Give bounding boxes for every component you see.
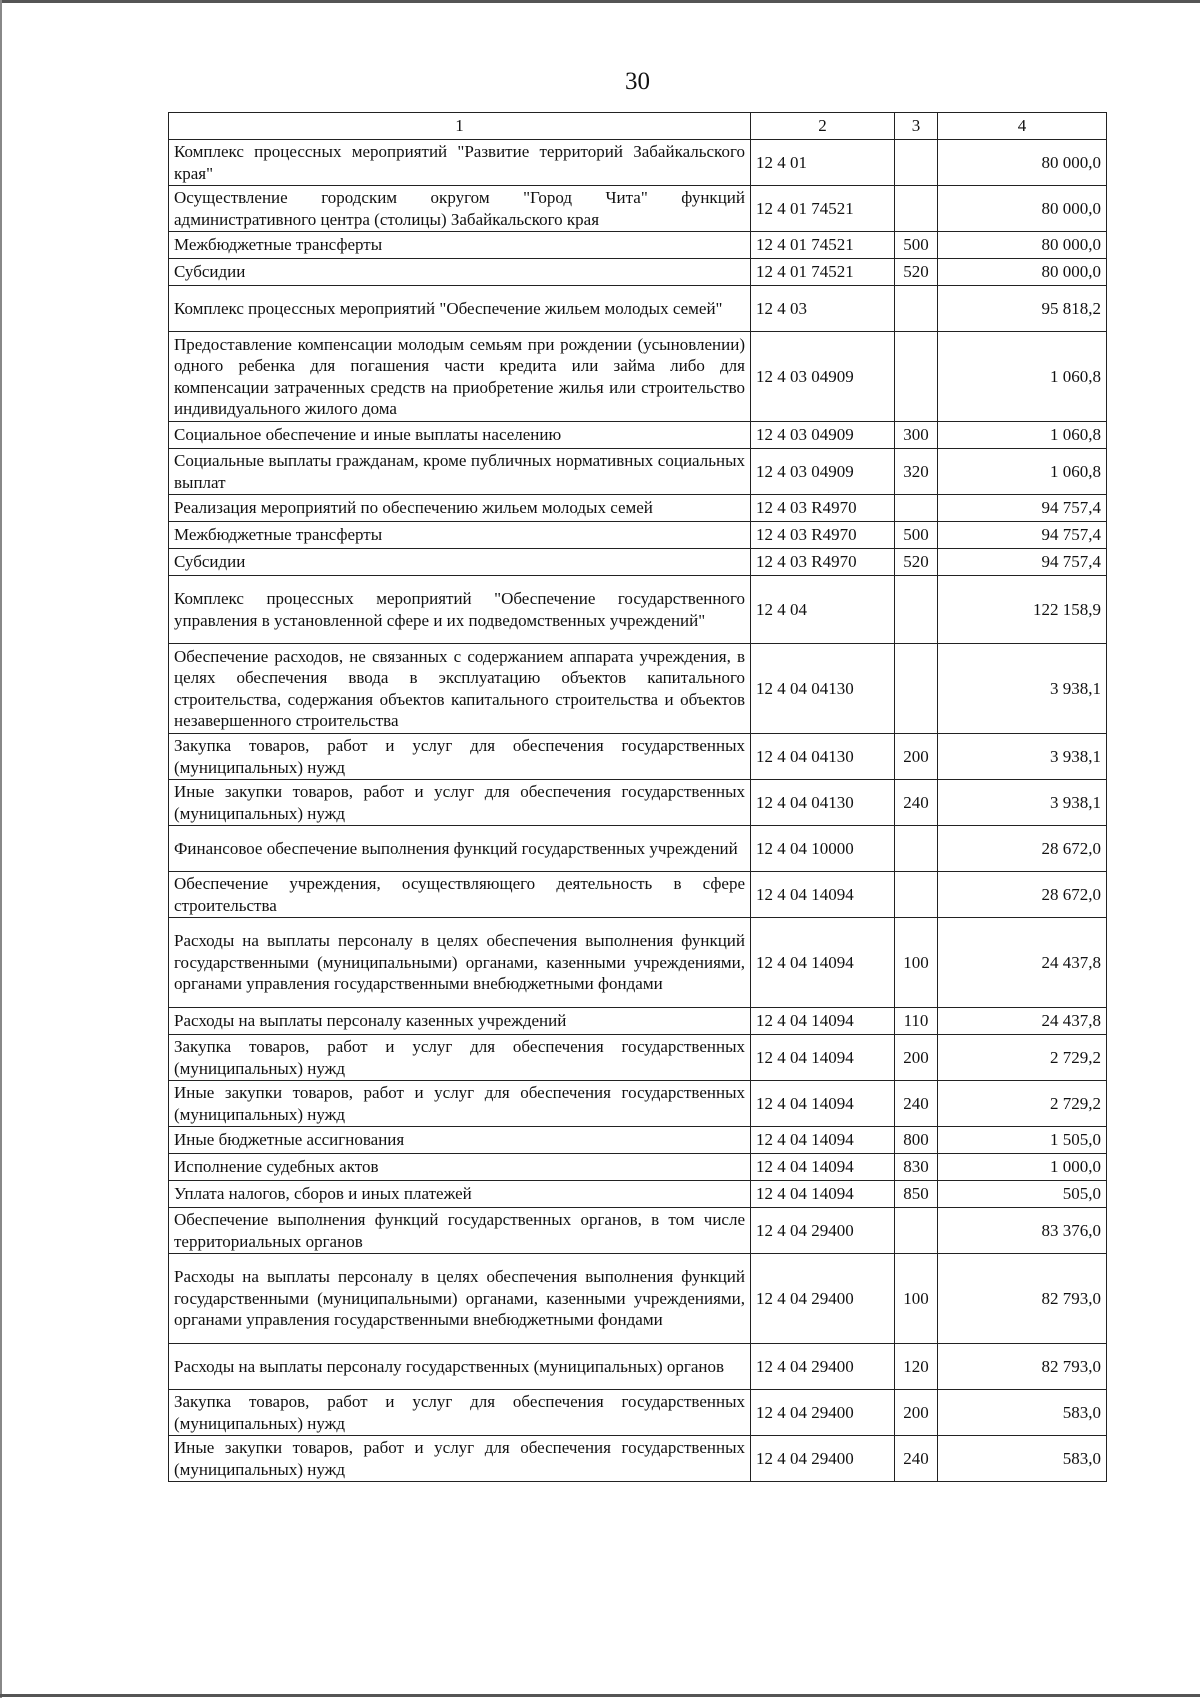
- row-expense-type: 200: [895, 734, 938, 780]
- row-name: Обеспечение расходов, не связанных с содержанием аппарата учреждения, в целях обеспечения ввода в эксплуатацию объектов капитального строительства, содержания объектов капитального строительства и объектов незавершенного строительства: [169, 644, 751, 734]
- row-name: Иные бюджетные ассигнования: [169, 1127, 751, 1154]
- row-amount: 24 437,8: [938, 918, 1107, 1008]
- table-row: [169, 1390, 1107, 1436]
- table-row: [169, 1081, 1107, 1127]
- row-amount: 80 000,0: [938, 140, 1107, 186]
- row-expense-type: 520: [895, 549, 938, 576]
- row-expense-type: 200: [895, 1390, 938, 1436]
- row-code: 12 4 04: [751, 576, 895, 644]
- table-row: [169, 259, 1107, 286]
- row-name: Иные закупки товаров, работ и услуг для обеспечения государственных (муниципальных) нужд: [169, 1081, 751, 1127]
- header-col-2: 2: [751, 113, 895, 140]
- header-col-4: 4: [938, 113, 1107, 140]
- table-row: [169, 495, 1107, 522]
- row-code: 12 4 03 04909: [751, 449, 895, 495]
- table-row: [169, 1127, 1107, 1154]
- row-amount: 80 000,0: [938, 232, 1107, 259]
- row-code: 12 4 03 04909: [751, 332, 895, 422]
- row-code: 12 4 03 R4970: [751, 549, 895, 576]
- row-expense-type: [895, 644, 938, 734]
- row-name: Предоставление компенсации молодым семьям при рождении (усыновлении) одного ребенка для погашения части кредита или займа либо для компенсации затраченных средств на приобретение жилья или строительство индивидуального жилого дома: [169, 332, 751, 422]
- row-name: Реализация мероприятий по обеспечению жильем молодых семей: [169, 495, 751, 522]
- table-row: [169, 918, 1107, 1008]
- row-expense-type: 800: [895, 1127, 938, 1154]
- table-row: [169, 1008, 1107, 1035]
- row-amount: 83 376,0: [938, 1208, 1107, 1254]
- row-amount: 28 672,0: [938, 826, 1107, 872]
- table-row: [169, 1035, 1107, 1081]
- budget-table: [168, 112, 1107, 1482]
- row-expense-type: 500: [895, 232, 938, 259]
- row-amount: 2 729,2: [938, 1035, 1107, 1081]
- row-name: Межбюджетные трансферты: [169, 522, 751, 549]
- row-code: 12 4 04 14094: [751, 1035, 895, 1081]
- row-code: 12 4 04 14094: [751, 1081, 895, 1127]
- row-name: Социальные выплаты гражданам, кроме публичных нормативных социальных выплат: [169, 449, 751, 495]
- row-amount: 95 818,2: [938, 286, 1107, 332]
- row-name: Расходы на выплаты персоналу государственных (муниципальных) органов: [169, 1344, 751, 1390]
- row-amount: 28 672,0: [938, 872, 1107, 918]
- row-amount: 94 757,4: [938, 549, 1107, 576]
- row-expense-type: 200: [895, 1035, 938, 1081]
- row-expense-type: [895, 286, 938, 332]
- table-row: [169, 1154, 1107, 1181]
- table-row: [169, 826, 1107, 872]
- table-row: [169, 576, 1107, 644]
- row-amount: 2 729,2: [938, 1081, 1107, 1127]
- row-amount: 82 793,0: [938, 1254, 1107, 1344]
- table-row: [169, 1344, 1107, 1390]
- table-row: [169, 549, 1107, 576]
- row-expense-type: 240: [895, 1436, 938, 1482]
- row-name: Межбюджетные трансферты: [169, 232, 751, 259]
- row-code: 12 4 03 04909: [751, 422, 895, 449]
- row-expense-type: [895, 186, 938, 232]
- row-name: Закупка товаров, работ и услуг для обеспечения государственных (муниципальных) нужд: [169, 734, 751, 780]
- row-code: 12 4 04 14094: [751, 918, 895, 1008]
- row-name: Закупка товаров, работ и услуг для обеспечения государственных (муниципальных) нужд: [169, 1390, 751, 1436]
- table-row: [169, 332, 1107, 422]
- row-name: Субсидии: [169, 259, 751, 286]
- scan-bottom-edge: [0, 1694, 1200, 1697]
- row-expense-type: [895, 1208, 938, 1254]
- row-expense-type: [895, 826, 938, 872]
- row-expense-type: 320: [895, 449, 938, 495]
- row-name: Уплата налогов, сборов и иных платежей: [169, 1181, 751, 1208]
- table-row: [169, 522, 1107, 549]
- row-code: 12 4 04 14094: [751, 1181, 895, 1208]
- row-amount: 82 793,0: [938, 1344, 1107, 1390]
- row-amount: 583,0: [938, 1436, 1107, 1482]
- table-row: [169, 232, 1107, 259]
- row-name: Расходы на выплаты персоналу в целях обеспечения выполнения функций государственными (муниципальными) органами, казенными учреждениями, органами управления государственными внебюджетными фондами: [169, 1254, 751, 1344]
- table-row: [169, 449, 1107, 495]
- table-row: [169, 780, 1107, 826]
- table-row: [169, 1254, 1107, 1344]
- row-expense-type: [895, 140, 938, 186]
- table-row: [169, 186, 1107, 232]
- row-code: 12 4 04 29400: [751, 1436, 895, 1482]
- row-code: 12 4 04 14094: [751, 1127, 895, 1154]
- row-name: Социальное обеспечение и иные выплаты населению: [169, 422, 751, 449]
- table-row: [169, 872, 1107, 918]
- row-name: Осуществление городским округом "Город Чита" функций административного центра (столицы) Забайкальского края: [169, 186, 751, 232]
- row-code: 12 4 04 04130: [751, 734, 895, 780]
- row-name: Обеспечение учреждения, осуществляющего деятельность в сфере строительства: [169, 872, 751, 918]
- row-name: Комплекс процессных мероприятий "Обеспечение жильем молодых семей": [169, 286, 751, 332]
- row-name: Финансовое обеспечение выполнения функций государственных учреждений: [169, 826, 751, 872]
- row-name: Обеспечение выполнения функций государственных органов, в том числе территориальных органов: [169, 1208, 751, 1254]
- page-number: 30: [625, 68, 650, 95]
- row-expense-type: 850: [895, 1181, 938, 1208]
- row-name: Иные закупки товаров, работ и услуг для обеспечения государственных (муниципальных) нужд: [169, 780, 751, 826]
- row-name: Закупка товаров, работ и услуг для обеспечения государственных (муниципальных) нужд: [169, 1035, 751, 1081]
- row-amount: 94 757,4: [938, 495, 1107, 522]
- row-name: Комплекс процессных мероприятий "Обеспечение государственного управления в установленной сфере и их подведомственных учреждений": [169, 576, 751, 644]
- row-name: Субсидии: [169, 549, 751, 576]
- row-expense-type: 240: [895, 780, 938, 826]
- row-expense-type: [895, 872, 938, 918]
- row-amount: 3 938,1: [938, 780, 1107, 826]
- row-code: 12 4 03: [751, 286, 895, 332]
- row-expense-type: 520: [895, 259, 938, 286]
- row-amount: 1 505,0: [938, 1127, 1107, 1154]
- row-code: 12 4 01 74521: [751, 259, 895, 286]
- table-row: [169, 1181, 1107, 1208]
- row-amount: 1 060,8: [938, 449, 1107, 495]
- row-code: 12 4 04 14094: [751, 1154, 895, 1181]
- row-code: 12 4 04 29400: [751, 1390, 895, 1436]
- row-code: 12 4 04 29400: [751, 1254, 895, 1344]
- table-row: [169, 286, 1107, 332]
- table-row: [169, 422, 1107, 449]
- table-row: [169, 644, 1107, 734]
- row-name: Расходы на выплаты персоналу казенных учреждений: [169, 1008, 751, 1035]
- scan-top-edge: [0, 0, 1200, 3]
- row-expense-type: [895, 495, 938, 522]
- table-row: [169, 1208, 1107, 1254]
- row-expense-type: 500: [895, 522, 938, 549]
- table-row: [169, 1436, 1107, 1482]
- row-amount: 94 757,4: [938, 522, 1107, 549]
- row-amount: 505,0: [938, 1181, 1107, 1208]
- row-amount: 80 000,0: [938, 186, 1107, 232]
- row-code: 12 4 03 R4970: [751, 495, 895, 522]
- table-header-row: [169, 113, 1107, 140]
- row-expense-type: 240: [895, 1081, 938, 1127]
- row-amount: 1 000,0: [938, 1154, 1107, 1181]
- header-col-3: 3: [895, 113, 938, 140]
- row-amount: 3 938,1: [938, 644, 1107, 734]
- row-amount: 583,0: [938, 1390, 1107, 1436]
- row-code: 12 4 04 10000: [751, 826, 895, 872]
- table-row: [169, 140, 1107, 186]
- row-name: Иные закупки товаров, работ и услуг для обеспечения государственных (муниципальных) нужд: [169, 1436, 751, 1482]
- row-code: 12 4 04 04130: [751, 644, 895, 734]
- row-expense-type: 830: [895, 1154, 938, 1181]
- row-expense-type: [895, 576, 938, 644]
- row-code: 12 4 04 29400: [751, 1208, 895, 1254]
- row-code: 12 4 04 14094: [751, 872, 895, 918]
- row-name: Комплекс процессных мероприятий "Развитие территорий Забайкальского края": [169, 140, 751, 186]
- table-row: [169, 734, 1107, 780]
- row-expense-type: 110: [895, 1008, 938, 1035]
- row-amount: 24 437,8: [938, 1008, 1107, 1035]
- row-expense-type: 100: [895, 1254, 938, 1344]
- row-code: 12 4 04 04130: [751, 780, 895, 826]
- row-code: 12 4 01 74521: [751, 186, 895, 232]
- row-code: 12 4 01 74521: [751, 232, 895, 259]
- row-expense-type: 300: [895, 422, 938, 449]
- row-expense-type: 120: [895, 1344, 938, 1390]
- row-expense-type: 100: [895, 918, 938, 1008]
- row-amount: 122 158,9: [938, 576, 1107, 644]
- row-code: 12 4 03 R4970: [751, 522, 895, 549]
- row-amount: 1 060,8: [938, 332, 1107, 422]
- header-col-1: 1: [169, 113, 751, 140]
- row-name: Расходы на выплаты персоналу в целях обеспечения выполнения функций государственными (муниципальными) органами, казенными учреждениями, органами управления государственными внебюджетными фондами: [169, 918, 751, 1008]
- row-code: 12 4 04 14094: [751, 1008, 895, 1035]
- row-amount: 80 000,0: [938, 259, 1107, 286]
- scan-left-edge: [0, 0, 2, 1698]
- row-expense-type: [895, 332, 938, 422]
- row-amount: 3 938,1: [938, 734, 1107, 780]
- row-name: Исполнение судебных актов: [169, 1154, 751, 1181]
- row-amount: 1 060,8: [938, 422, 1107, 449]
- row-code: 12 4 04 29400: [751, 1344, 895, 1390]
- row-code: 12 4 01: [751, 140, 895, 186]
